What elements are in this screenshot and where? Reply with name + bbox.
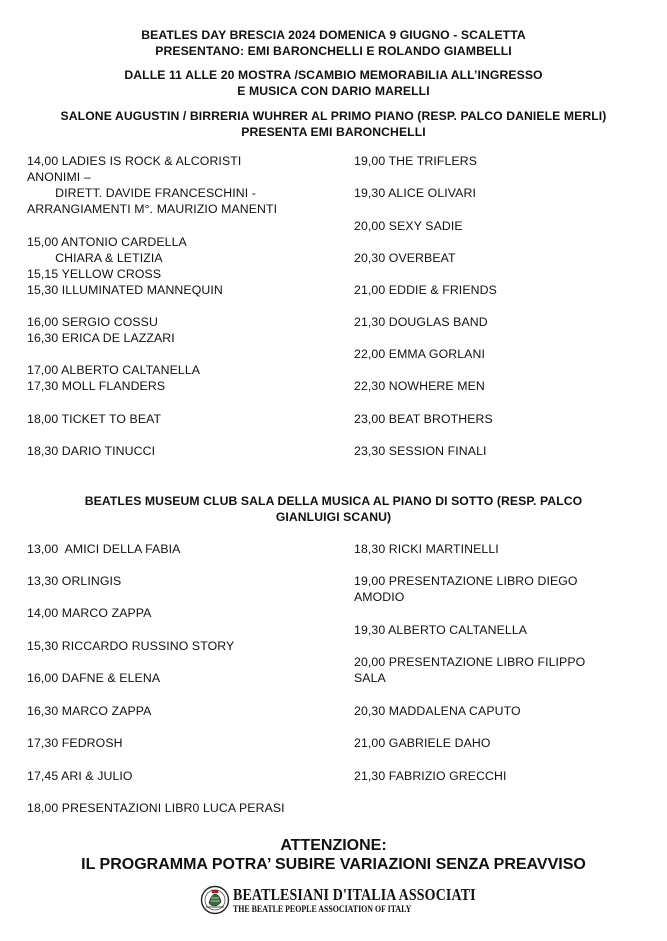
schedule-entry: 17,00 ALBERTO CALTANELLA — [27, 363, 201, 377]
schedule-entry: 19,30 ALICE OLIVARI — [354, 186, 476, 200]
section1-title-line1: SALONE AUGUSTIN / BIRRERIA WUHRER AL PRIMO PIANO (RESP. PALCO DANIELE MERLI) — [60, 109, 607, 123]
schedule-entry: 14,00 LADIES IS ROCK & ALCORISTI — [27, 154, 242, 168]
schedule-entry: 14,00 MARCO ZAPPA — [27, 606, 152, 620]
section1-title — [0, 108, 667, 140]
beatlesiani-emblem-icon — [200, 885, 230, 915]
notice-block — [0, 836, 667, 874]
schedule-entry: 18,00 PRESENTAZIONI LIBR0 LUCA PERASI — [27, 801, 285, 815]
schedule-entry: 18,30 RICKI MARTINELLI — [354, 542, 499, 556]
schedule-entry: 16,00 DAFNE & ELENA — [27, 671, 161, 685]
schedule-entry: 15,00 ANTONIO CARDELLA — [27, 235, 187, 249]
schedule-entry: 20,30 MADDALENA CAPUTO — [354, 704, 521, 718]
notice-title: ATTENZIONE: — [280, 837, 387, 854]
schedule-entry: 17,45 ARI & JULIO — [27, 769, 133, 783]
schedule-entry: SALA — [354, 671, 386, 685]
header-exhibition — [0, 67, 667, 99]
schedule-entry: AMODIO — [354, 590, 405, 604]
schedule-entry: 17,30 MOLL FLANDERS — [27, 379, 166, 393]
schedule-entry: 22,30 NOWHERE MEN — [354, 379, 485, 393]
section2-title-line1: BEATLES MUSEUM CLUB SALA DELLA MUSICA AL PIANO DI SOTTO (RESP. PALCO — [84, 494, 583, 508]
section1-title-line2: PRESENTA EMI BARONCHELLI — [241, 125, 426, 139]
section2-title — [0, 493, 667, 525]
schedule-entry: 21,30 DOUGLAS BAND — [354, 315, 488, 329]
schedule-entry: 19,30 ALBERTO CALTANELLA — [354, 623, 528, 637]
schedule-entry: 18,30 DARIO TINUCCI — [27, 444, 156, 458]
header-title: BEATLES DAY BRESCIA 2024 DOMENICA 9 GIUGNO - SCALETTA — [141, 28, 526, 42]
schedule-entry: 15,30 ILLUMINATED MANNEQUIN — [27, 283, 223, 297]
logo-title: BEATLESIANI D'ITALIA ASSOCIATI — [233, 885, 476, 904]
logo-subtitle: THE BEATLE PEOPLE ASSOCIATION OF ITALY — [233, 904, 412, 914]
schedule-entry: 20,30 OVERBEAT — [354, 251, 456, 265]
header-presenters: PRESENTANO: EMI BARONCHELLI E ROLANDO GIAMBELLI — [155, 44, 512, 58]
schedule-entry: 17,30 FEDROSH — [27, 736, 123, 750]
schedule-entry: 21,00 EDDIE & FRIENDS — [354, 283, 497, 297]
schedule-entry: 13,30 ORLINGIS — [27, 574, 122, 588]
notice-text: IL PROGRAMMA POTRA’ SUBIRE VARIAZIONI SENZA PREAVVISO — [81, 856, 586, 873]
header-exhibition-line: DALLE 11 ALLE 20 MOSTRA /SCAMBIO MEMORABILIA ALL’INGRESSO — [124, 68, 543, 82]
schedule-entry: 23,00 BEAT BROTHERS — [354, 412, 493, 426]
section2-title-line2: GIANLUIGI SCANU) — [275, 510, 392, 524]
schedule-entry: ARRANGIAMENTI M°. MAURIZIO MANENTI — [27, 202, 278, 216]
schedule-entry: 20,00 PRESENTAZIONE LIBRO FILIPPO — [354, 655, 586, 669]
schedule-entry: 15,30 RICCARDO RUSSINO STORY — [27, 639, 235, 653]
schedule-entry: 15,15 YELLOW CROSS — [27, 267, 162, 281]
schedule-entry: 19,00 PRESENTAZIONE LIBRO DIEGO — [354, 574, 578, 588]
document-header — [0, 27, 667, 59]
association-logo — [200, 883, 476, 917]
schedule-entry: 13,00 AMICI DELLA FABIA — [27, 542, 181, 556]
schedule-entry: CHIARA & LETIZIA — [27, 251, 163, 265]
schedule-entry: 18,00 TICKET TO BEAT — [27, 412, 162, 426]
schedule-entry: ANONIMI – — [27, 170, 91, 184]
schedule-entry: 20,00 SEXY SADIE — [354, 219, 463, 233]
schedule-entry: 19,00 THE TRIFLERS — [354, 154, 477, 168]
schedule-entry: 16,30 ERICA DE LAZZARI — [27, 331, 175, 345]
schedule-entry: 21,00 GABRIELE DAHO — [354, 736, 491, 750]
schedule-entry: 16,30 MARCO ZAPPA — [27, 704, 152, 718]
schedule-entry: 16,00 SERGIO COSSU — [27, 315, 158, 329]
schedule-entry: DIRETT. DAVIDE FRANCESCHINI - — [27, 186, 256, 200]
schedule-entry: 21,30 FABRIZIO GRECCHI — [354, 769, 507, 783]
schedule-entry: 23,30 SESSION FINALI — [354, 444, 487, 458]
schedule-entry: 22,00 EMMA GORLANI — [354, 347, 485, 361]
header-music-line: E MUSICA CON DARIO MARELLI — [237, 84, 430, 98]
